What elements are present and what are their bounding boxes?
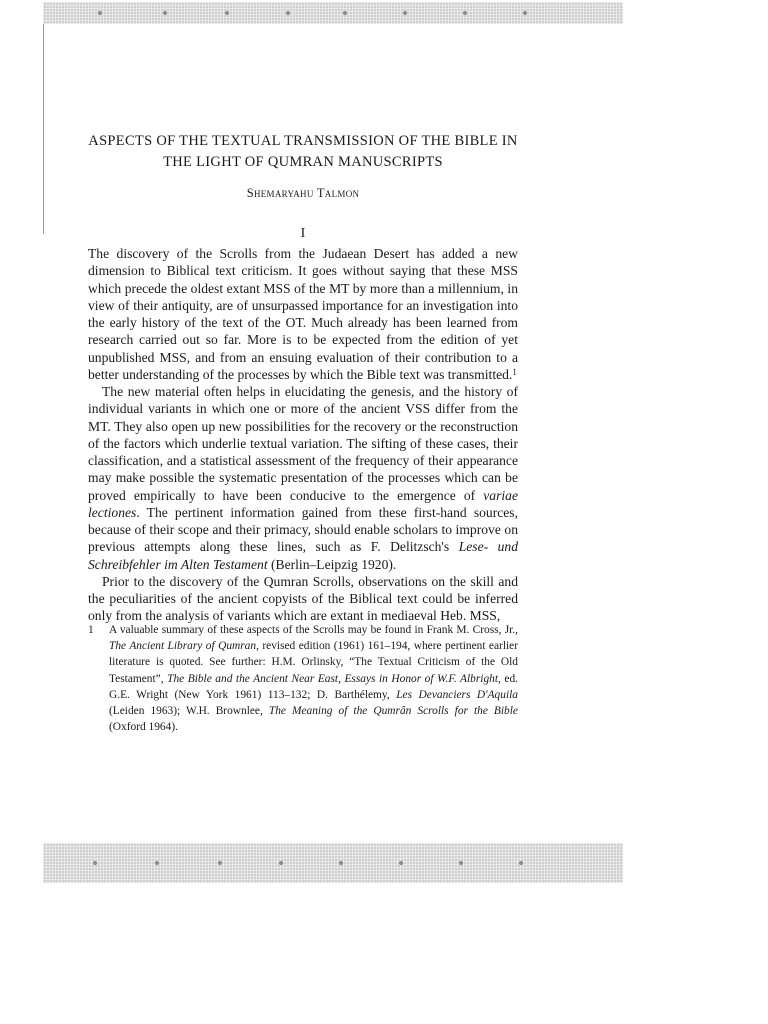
scan-dot	[155, 861, 159, 865]
scan-dot	[279, 861, 283, 865]
paragraph-2-text-b: . The pertinent information gained from these first-hand sources, because of their scope and their primacy, should enable scholars to improve on previous attempts along these lines, such as F. Delitzsch's	[88, 504, 518, 555]
footnote-italic-4: The Meaning of the Qumrân Scrolls for the Bible	[268, 705, 518, 718]
scan-dot	[519, 861, 523, 865]
scan-dot	[163, 11, 167, 15]
footnote-seg-1: A valuable summary of these aspects of the Scrolls may be found in Frank M. Cross, Jr.,	[109, 624, 518, 636]
paragraph-2	[88, 383, 518, 573]
author-name: Shemaryahu Talmon	[246, 186, 360, 200]
footnote-seg-2: , revised edition (1961) 161–194, where pertinent earlier literature is quoted. See further: H.M. Orlinsky, “The Textual Criticism of the Old Testament”,	[109, 640, 518, 685]
footnote-seg-3: , ed. G.E. Wright (New York 1961) 113–132; D. Barthélemy,	[109, 672, 518, 701]
scan-dot	[98, 11, 102, 15]
paragraph-1	[88, 245, 518, 383]
scan-dot	[343, 11, 347, 15]
title-line-1: ASPECTS OF THE TEXTUAL TRANSMISSION OF THE BIBLE IN	[88, 133, 518, 149]
scan-dot	[93, 861, 97, 865]
footnote-text	[109, 622, 518, 735]
footnote-seg-5: (Oxford 1964).	[109, 721, 178, 734]
footnote-number: 1	[88, 624, 94, 636]
scan-dot	[399, 861, 403, 865]
paragraph-3	[88, 573, 518, 625]
paragraph-2-text-a: The new material often helps in elucidating the genesis, and the history of individual variants in which one or more of the ancient VSS differ from the MT. They also open up new possibilities for the recovery or the reconstruction of the factors which underlie textual variation. The sifting of these cases, their classification, and a statistical assessment of the frequency of their appearance may make possible the systematic presentation of the processes which can be proved empirically to have been conducive to the emergence of	[88, 384, 518, 503]
body-text	[88, 245, 518, 625]
footnote-italic-3: Les Devanciers D'Aquila	[396, 688, 518, 701]
scan-border-top	[43, 2, 623, 24]
scan-dot	[339, 861, 343, 865]
footnote-reference: 1	[512, 366, 517, 377]
article-title	[88, 131, 518, 173]
scan-dot	[286, 11, 290, 15]
paragraph-3-text: Prior to the discovery of the Qumran Scrolls, observations on the skill and the peculiarities of the ancient copyists of the Biblical text could be inferred only from the analysis of variants which are extant in mediaeval Heb. MSS,	[88, 573, 518, 624]
paragraph-2-text-c: (Berlin–Leipzig 1920).	[271, 556, 397, 572]
scan-dot	[459, 861, 463, 865]
scan-border-bottom	[43, 843, 623, 883]
paragraph-2-italic-a: variae lectiones	[88, 487, 518, 520]
page-left-edge	[43, 24, 44, 234]
section-number: I	[300, 226, 306, 241]
scan-dot	[225, 11, 229, 15]
scan-dot	[218, 861, 222, 865]
paragraph-2-italic-b: Lese- und Schreibfehler im Alten Testament	[88, 539, 519, 572]
footnote-italic-1: The Ancient Library of Qumran	[109, 640, 257, 653]
title-line-2: THE LIGHT OF QUMRAN MANUSCRIPTS	[163, 154, 443, 170]
footnote	[88, 622, 518, 735]
paragraph-1-text: The discovery of the Scrolls from the Judaean Desert has added a new dimension to Biblical text criticism. It goes without saying that these MSS which precede the oldest extant MSS of the MT by more than a millennium, in view of their antiquity, are of unsurpassed importance for an investigation into the early history of the text of the OT. Much already has been learned from research carried out so far. More is to be expected from the edition of yet unpublished MSS, and from an ensuing evaluation of their contribution to a better understanding of the processes by which the Bible text was transmitted.	[88, 246, 518, 382]
footnote-seg-4: (Leiden 1963); W.H. Brownlee,	[109, 705, 263, 718]
footnote-italic-2: The Bible and the Ancient Near East, Essays in Honor of W.F. Albright	[167, 672, 499, 685]
scan-dot	[463, 11, 467, 15]
scan-dot	[403, 11, 407, 15]
scan-dot	[523, 11, 527, 15]
